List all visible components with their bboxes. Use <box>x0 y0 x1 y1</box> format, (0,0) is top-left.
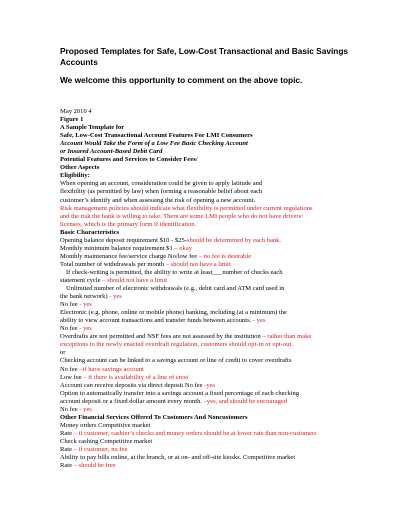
template-text: No fee <box>60 301 80 309</box>
comment-text: - yes <box>252 317 266 325</box>
body-line <box>60 317 360 325</box>
template-text: Electronic (e.g. phone, online or mobile phone) banking, including (at a minimum) the <box>60 309 287 317</box>
template-text: Monthly minimum balance requirement $1 <box>60 244 175 252</box>
comment-text: – no fee is desirable <box>198 252 252 260</box>
body-line <box>60 349 360 357</box>
body-line <box>60 164 360 172</box>
body-line <box>60 213 360 221</box>
comment-text: – if there is availability of a line of crest <box>83 373 189 381</box>
body-line <box>60 156 360 164</box>
body-line <box>60 374 360 382</box>
comment-text: Risk management policies should indicate what flexibility is permitted under current regulations <box>60 204 313 212</box>
body-line <box>60 454 360 462</box>
body-line <box>60 422 360 430</box>
comment-text: – should not have a limit <box>102 276 168 284</box>
comment-text: and the risk the bank is willing to take. There are some LMI people who do not have drivers’ <box>60 212 304 220</box>
comment-text: –if have savings account <box>79 365 144 373</box>
comment-text: - yes <box>79 301 92 309</box>
comment-text: -yes <box>204 381 216 389</box>
template-text: account deposit or a fixed dollar amount every month. <box>60 397 204 405</box>
template-text: Ability to pay bills online, at the branch, or at on- and off-site kiosks. Competitive market <box>60 454 296 462</box>
body-line <box>60 293 360 301</box>
body-line <box>60 325 360 333</box>
document-title <box>60 46 360 68</box>
body-line <box>60 148 360 156</box>
comment-text: - yes <box>109 293 122 301</box>
template-text: Money orders Competitive market <box>60 421 151 429</box>
body-line <box>60 446 360 454</box>
template-text: Potential Features and Services to Consider Fees/ <box>60 156 198 164</box>
comment-text: licenses, which is the primary form if identification. <box>60 220 197 228</box>
body-line <box>60 229 360 237</box>
template-text: Figure 1 <box>60 116 84 124</box>
body-line <box>60 205 360 213</box>
body-line <box>60 398 360 406</box>
template-text: Check cashing Competitive market <box>60 437 153 445</box>
template-text: Account Would Take the Form of a Low Fee Basic Checking Account <box>60 140 248 148</box>
body-line <box>60 245 360 253</box>
template-text: When opening an account, consideration could be given to apply latitude and <box>60 180 263 188</box>
template-text: May 2010 4 <box>60 108 92 115</box>
comment-text: – okay <box>174 244 193 252</box>
template-text: Rate <box>60 445 74 453</box>
template-text: or <box>60 349 66 357</box>
body-line <box>60 366 360 374</box>
template-text: or Insured Account-Based Debit Card <box>60 148 163 156</box>
body-line <box>60 309 360 317</box>
body-line <box>60 341 360 349</box>
template-text: Other Financial Services Offered To Customers And Noncustomers <box>60 413 248 421</box>
template-text: Rate <box>60 429 74 437</box>
template-text: Eligibility: <box>60 172 90 180</box>
template-text: Checking account can be linked to a savings account or line of credit to cover overdrafts <box>60 357 292 365</box>
body-line <box>60 285 360 293</box>
body-line <box>60 197 360 205</box>
document-body <box>60 108 360 470</box>
template-text: No fee <box>60 325 80 333</box>
template-text: statement cycle <box>60 276 103 284</box>
document-title-line-1: Proposed Templates for Safe, Low-Cost Transactional and Basic Savings <box>60 46 349 56</box>
body-line <box>60 253 360 261</box>
welcome-statement: We welcome this opportunity to comment on the above topic. <box>60 75 303 85</box>
body-line <box>60 277 360 285</box>
body-line <box>60 390 360 398</box>
body-line <box>60 406 360 414</box>
body-line <box>60 237 360 245</box>
body-line <box>60 172 360 180</box>
comment-text: – if customer, cashier’s checks and money orders should be at lower rate than non-customers <box>73 429 317 437</box>
template-text: Opening balance deposit requirement $10 - $25- <box>60 236 187 244</box>
body-line <box>60 221 360 229</box>
comment-text: - yes <box>79 325 92 333</box>
template-text: No fee <box>60 365 80 373</box>
template-text: Monthly maintenance fee/service charge No/low fee <box>60 252 199 260</box>
body-line <box>60 140 360 148</box>
comment-text: exceptions to the newly enacted overdraft regulation, customers should opt-in or opt-out. <box>60 341 293 349</box>
template-text: Rate <box>60 462 74 470</box>
comment-text: should be determined by each bank. <box>186 236 282 244</box>
body-line <box>60 382 360 390</box>
document-title-line-2: Accounts <box>60 57 98 67</box>
template-text: Safe, Low-Cost Transactional Account Features For LMI Consumers <box>60 132 253 140</box>
template-text: Overdrafts are not permitted and NSF fees are not assessed by the institution <box>60 333 263 341</box>
comment-text: - yes <box>79 405 92 413</box>
comment-text: – should be free <box>73 462 116 470</box>
body-line <box>60 462 360 470</box>
body-line <box>60 430 360 438</box>
body-line <box>60 132 360 140</box>
template-text: If check-writing is permitted, the ability to write at least___number of checks each <box>66 268 283 276</box>
template-text: ability to view account transactions and transfer funds between accounts. <box>60 317 253 325</box>
comment-text: – should not have a limit <box>165 260 231 268</box>
template-text: the bank network) <box>60 293 110 301</box>
comment-text: –yes, and should be encouraged <box>203 397 288 405</box>
body-line <box>60 333 360 341</box>
template-text: Account can receive deposits via direct deposit No fee <box>60 381 205 389</box>
body-line <box>60 116 360 124</box>
body-line <box>60 269 360 277</box>
template-text: No fee <box>60 405 80 413</box>
body-line <box>60 188 360 196</box>
template-text: Basic Characteristics <box>60 228 120 236</box>
comment-text: – if customer, no fee <box>73 445 128 453</box>
body-line <box>60 180 360 188</box>
template-text: Unlimited number of electronic withdrawals (e.g., debit card and ATM card used in <box>66 285 285 293</box>
body-line <box>60 357 360 365</box>
body-line <box>60 301 360 309</box>
template-text: Total number of withdrawals per month <box>60 260 166 268</box>
body-line <box>60 108 360 116</box>
body-line <box>60 414 360 422</box>
body-line <box>60 438 360 446</box>
template-text: flexibility (as permitted by law) when forming a reasonable belief about each <box>60 188 263 196</box>
comment-text: – rather than make <box>262 333 312 341</box>
template-text: customer’s identify and when assessing the risk of opening a new account. <box>60 196 256 204</box>
template-text: A Sample Template for <box>60 124 125 132</box>
body-line <box>60 261 360 269</box>
template-text: Option to automatically transfer into a savings account a fixed percentage of each checking <box>60 389 300 397</box>
body-line <box>60 124 360 132</box>
template-text: Other Aspects <box>60 164 100 172</box>
template-text: Low fee <box>60 373 84 381</box>
